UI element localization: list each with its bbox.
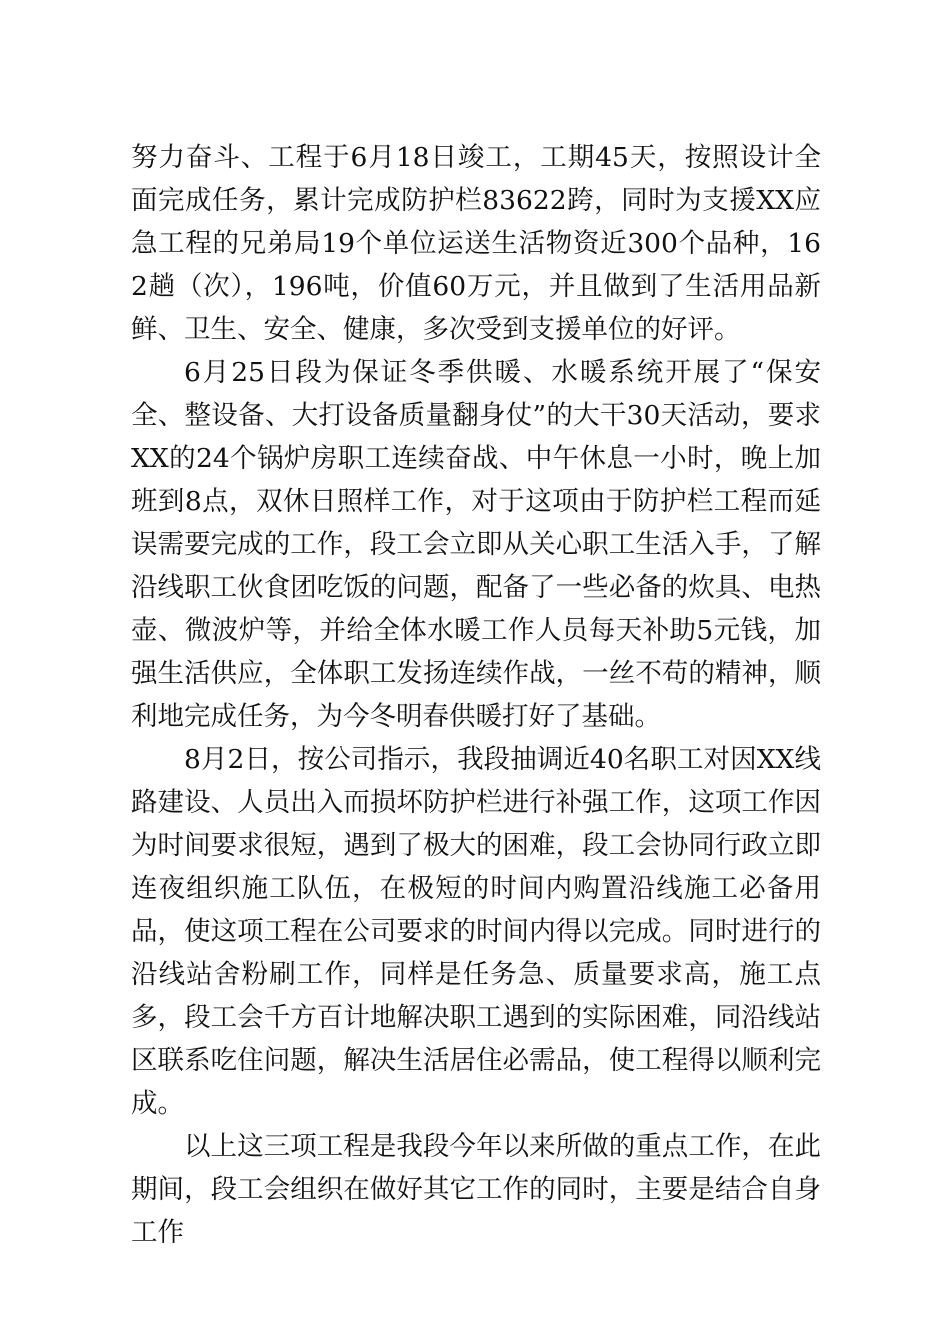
paragraph-continuation: 努力奋斗、工程于6月18日竣工，工期45天，按照设计全面完成任务，累计完成防护栏83622跨，同时为支援XX应急工程的兄弟局19个单位运送生活物资近300个品种，162趟（次），196吨，价值60万元，并且做到了生活用品新鲜、卫生、安全、健康，多次受到支援单位的好评。 (131, 142, 821, 345)
paragraph-heating-campaign: 6月25日段为保证冬季供暖、水暖系统开展了“保安全、整设备、大打设备质量翻身仗”的大干30天活动，要求XX的24个锅炉房职工连续奋战、中午休息一小时，晚上加班到8点，双休日照样工作，对于这项由于防护栏工程而延误需要完成的工作，段工会立即从关心职工生活入手，了解沿线职工伙食团吃饭的问题，配备了一些必备的炊具、电热壶、微波炉等，并给全体水暖工作人员每天补助5元钱，加强生活供应，全体职工发扬连续作战，一丝不苟的精神，顺利地完成任务，为今冬明春供暖打好了基础。 (131, 357, 821, 732)
paragraph-summary: 以上这三项工程是我段今年以来所做的重点工作，在此期间，段工会组织在做好其它工作的同时，主要是结合自身工作 (131, 1131, 821, 1248)
paragraph-guardrail-reinforcement: 8月2日，按公司指示，我段抽调近40名职工对因XX线路建设、人员出入而损坏防护栏进行补强工作，这项工作因为时间要求很短，遇到了极大的困难，段工会协同行政立即连夜组织施工队伍，在极短的时间内购置沿线施工必备用品，使这项工程在公司要求的时间内得以完成。同时进行的沿线站舍粉刷工作，同样是任务急、质量要求高，施工点多，段工会千方百计地解决职工遇到的实际困难，同沿线站区联系吃住问题，解决生活居住必需品，使工程得以顺利完成。 (131, 744, 821, 1119)
document-body (131, 136, 821, 1254)
